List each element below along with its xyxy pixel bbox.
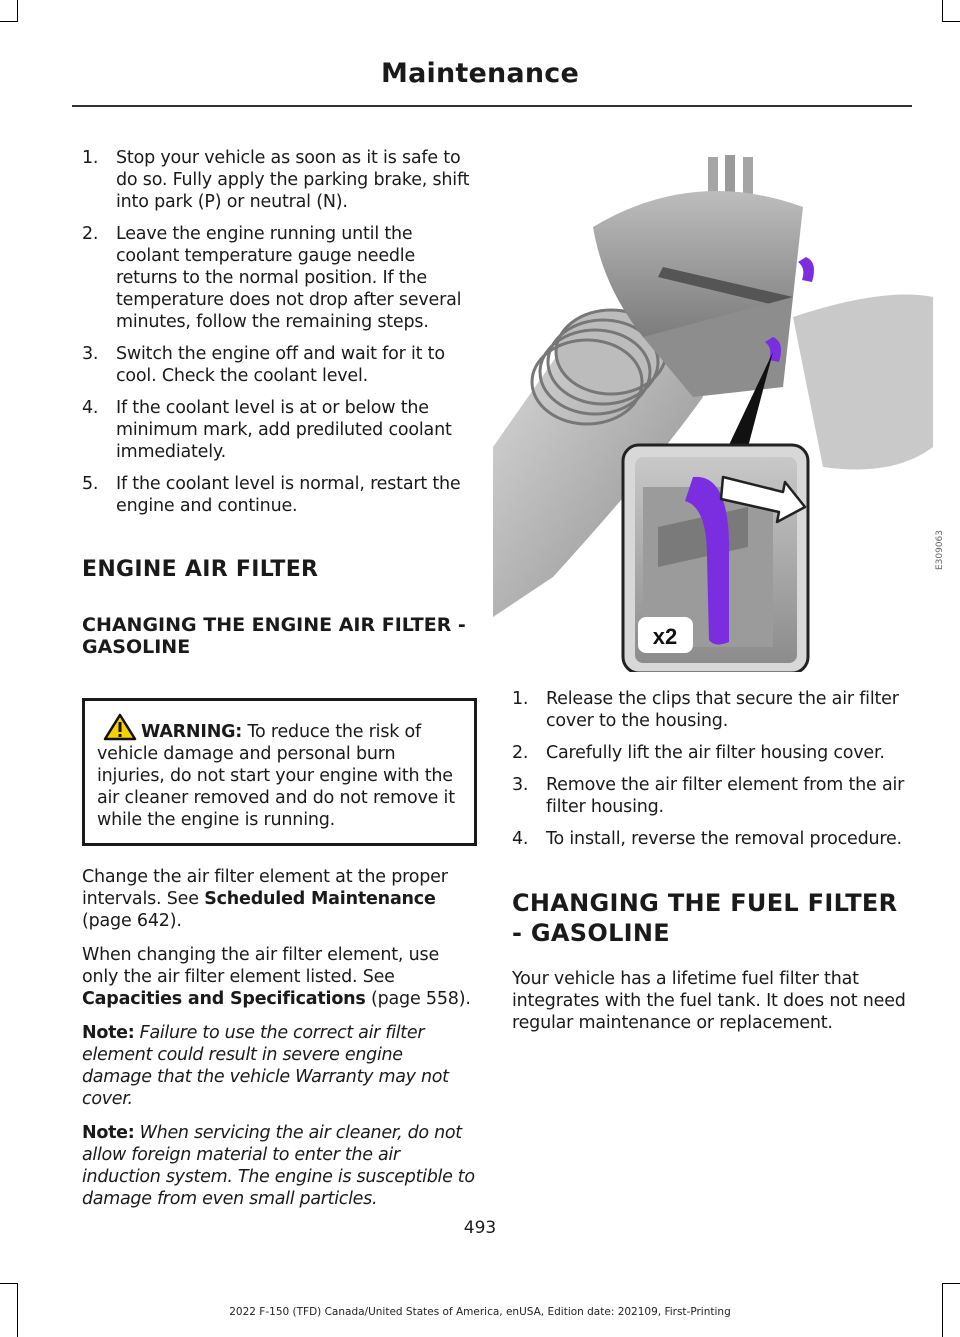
crop-mark [942, 0, 943, 22]
element-paragraph: When changing the air filter element, use only the air filter element listed. See Capacities and Specifications (page 558). [82, 945, 471, 1009]
list-item: 4. If the coolant level is at or below the minimum mark, add prediluted coolant immediately. [82, 398, 452, 462]
interval-paragraph: Change the air filter element at the proper intervals. See Scheduled Maintenance (page 642). [82, 867, 448, 931]
warning-label: WARNING: [141, 722, 243, 742]
air-filter-steps-list [512, 688, 912, 850]
section-title: ENGINE AIR FILTER [82, 557, 319, 582]
list-item: 1. Release the clips that secure the air filter cover to the housing. [512, 689, 899, 731]
crop-mark [17, 0, 18, 22]
list-item: 4. To install, reverse the removal procedure. [512, 829, 902, 849]
footer-text: 2022 F-150 (TFD) Canada/United States of America, enUSA, Edition date: 202109, First-Printing [229, 1306, 731, 1318]
crop-mark [942, 1283, 960, 1284]
fuel-filter-paragraph: Your vehicle has a lifetime fuel filter that integrates with the fuel tank. It does not need regular maintenance or replacement. [512, 969, 906, 1033]
crop-mark [0, 21, 18, 22]
clip-icon [798, 257, 814, 282]
quantity-badge: x2 [652, 624, 678, 649]
warning-box [82, 698, 477, 846]
fuel-filter-title: CHANGING THE FUEL FILTER - GASOLINE [512, 889, 898, 947]
list-item: 3. Switch the engine off and wait for it to cool. Check the coolant level. [82, 344, 445, 386]
figure-code: E309063 [935, 530, 945, 571]
list-item: 2. Carefully lift the air filter housing cover. [512, 743, 885, 763]
list-item: 5. If the coolant level is normal, restart the engine and continue. [82, 474, 461, 516]
air-filter-illustration [493, 147, 933, 672]
crop-mark [942, 21, 960, 22]
page-number: 493 [463, 1218, 497, 1238]
page-header-title: Maintenance [381, 58, 579, 89]
note-paragraph: Note: When servicing the air cleaner, do not allow foreign material to enter the air induction system. The engine is susceptible to damage from even small particles. [82, 1123, 475, 1209]
capacities-link[interactable]: Capacities and Specifications [82, 989, 366, 1009]
scheduled-maintenance-link[interactable]: Scheduled Maintenance [204, 889, 436, 909]
warning-triangle-icon [103, 713, 137, 741]
list-item: 2. Leave the engine running until the coolant temperature gauge needle returns to the normal position. If the temperature does not drop after several minutes, follow the remaining steps. [82, 224, 462, 332]
crop-mark [0, 1283, 18, 1284]
subsection-title: CHANGING THE ENGINE AIR FILTER - GASOLINE [82, 614, 466, 658]
note-paragraph: Note: Failure to use the correct air filter element could result in severe engine damage that the vehicle Warranty may not cover. [82, 1023, 449, 1109]
left-column [82, 147, 477, 1210]
right-column [512, 688, 912, 1034]
warning-text: To reduce the risk of vehicle damage and personal burn injuries, do not start your engine with the air cleaner removed and do not remove it while the engine is running. [97, 722, 455, 830]
list-item: 1. Stop your vehicle as soon as it is safe to do so. Fully apply the parking brake, shift into park (P) or neutral (N). [82, 148, 470, 212]
coolant-steps-list [82, 147, 477, 517]
list-item: 3. Remove the air filter element from the air filter housing. [512, 775, 905, 817]
clip-detail-inset [623, 445, 808, 672]
header-rule [72, 105, 912, 107]
